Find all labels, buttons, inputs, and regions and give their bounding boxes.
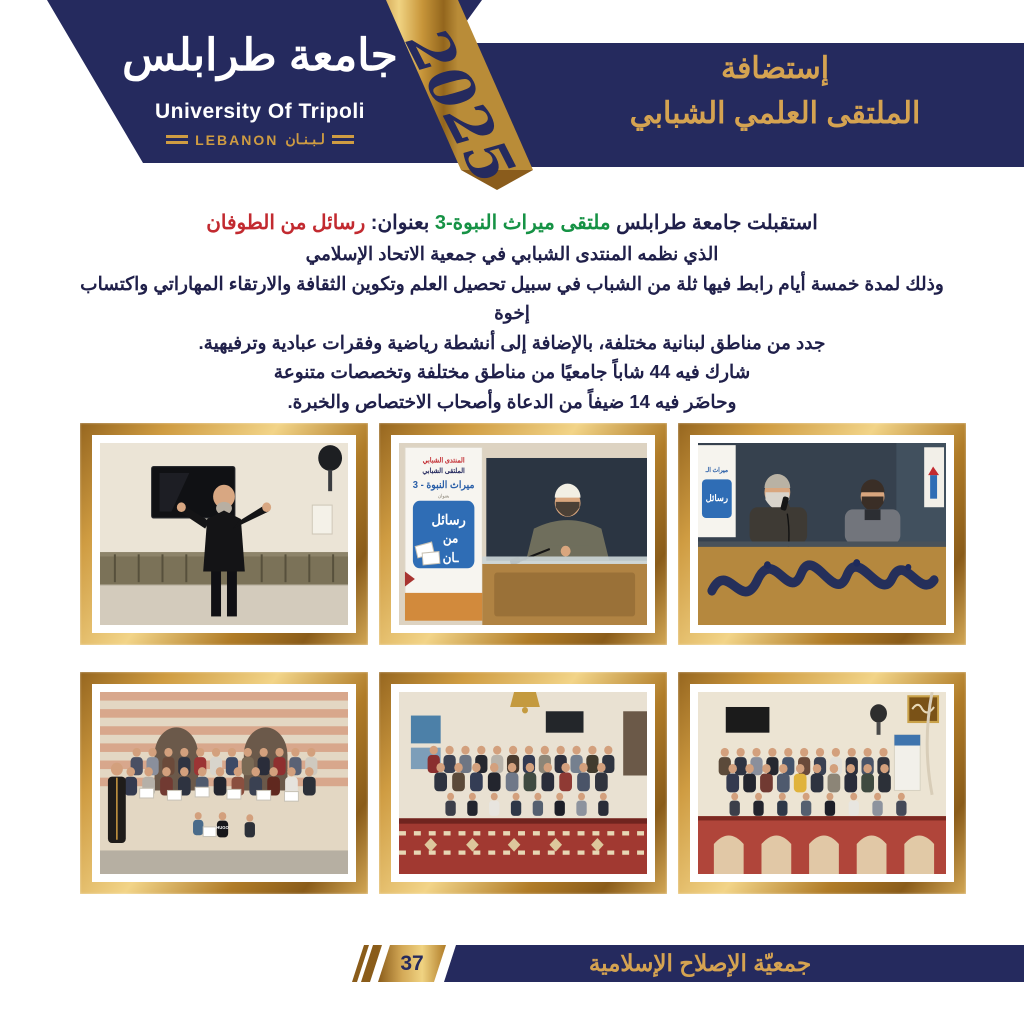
wall-fan [318,445,342,471]
side-poster [924,447,944,507]
intro-line-5: شارك فيه 44 شاباً جامعيًا من مناطق مختلفة وتخصصات متنوعة [273,361,751,382]
page-title-line1: إستضافة [720,52,830,85]
university-name-english: University Of Tripoli [154,100,366,123]
banner-msg-word3: ـان [442,550,459,565]
photo-3-panel-speakers [698,443,946,625]
photo-frame-1 [80,423,368,645]
page-title-line2: الملتقى العلمي الشبابي [629,97,921,130]
photo-mat [391,435,655,633]
photo-grid [80,423,966,894]
photo-mat [690,684,954,882]
banner-partial-text: ميراث الـ [705,466,729,474]
photo-6-group-prayer-hall [698,692,946,874]
intro-line-6: وحاضَر فيه 14 ضيفاً من الدعاة وأصحاب الاختصاص والخبرة. [287,390,737,412]
intro-line-1 [62,208,962,239]
banner-title-text: ميراث النبوة - 3 [412,479,475,492]
photo-frame-2 [379,423,667,645]
intro-line-2: الذي نظمه المنتدى الشبابي في جمعية الاتحاد الإسلامي [305,243,719,264]
photo-mat [690,435,954,633]
gold-bars-icon [166,135,188,144]
photo-frame-6 [678,672,966,894]
banner-msg-word2: من [442,531,459,546]
photo-2-speaker-at-table [399,443,647,625]
tv-screen [726,707,770,733]
banner-msg-word1: رسائل [431,511,466,528]
calligraphy-frame [908,696,938,722]
banner-sliver [698,445,736,537]
intro-line-4: جدد من مناطق لبنانية مختلفة، بالإضافة إلى أنشطة رياضية وفقرات عبادية وترفيهية. [198,331,826,353]
banner-msg-word1-partial: رسائل [705,492,729,503]
university-name-arabic: جامعة طرابلس [122,31,398,80]
banner-forum-text: الملتقى الشبابي [422,467,465,476]
crowd-back-row [719,748,890,775]
intro-paragraph [62,208,962,416]
university-logo [120,26,400,148]
rollup-banner [405,447,482,620]
prayer-carpet [698,816,946,874]
photo-frame-5 [379,672,667,894]
country-arabic: لـبـنـان [285,131,325,147]
photo-4-group-mosque-courtyard [100,692,348,874]
photo-frame-3 [678,423,966,645]
banner-small-text: المنتدى الشبابي [422,457,465,465]
page-title [540,46,1010,136]
organization-name: جمعيّة الإصلاح الإسلامية [588,950,812,976]
country-english: LEBANON [195,131,279,148]
intro-line-1-prefix: استقبلت جامعة طرابلس [610,212,818,234]
ornate-carpet [399,818,647,874]
wall-fan [870,704,887,722]
photo-mat [92,435,356,633]
shirt-brand-text: HUGO [216,824,229,831]
intro-line-1-event-name: ملتقى ميراث النبوة-3 [434,212,611,234]
intro-line-3: وذلك لمدة خمسة أيام رابط فيها ثلة من الشباب في سبيل تحصيل العلم وتكوين الثقافة والارتقاء المهاراتي واكتساب إخوة [80,272,944,323]
photo-mat [391,684,655,882]
banner-subtitle-text: بعنوان [437,493,450,499]
photo-1-speaker-standing [100,443,348,625]
page-number: 37 [400,952,424,975]
photo-frame-4 [80,672,368,894]
intro-line-1-event-title: رسائل من الطوفان [206,212,366,234]
gold-bars-icon [332,135,354,144]
intro-line-1-mid: بعنوان: [365,212,435,234]
university-country [120,131,400,148]
year-label: 2025 [392,17,529,197]
photo-5-group-indoor-carpet [399,692,647,874]
photo-mat [92,684,356,882]
